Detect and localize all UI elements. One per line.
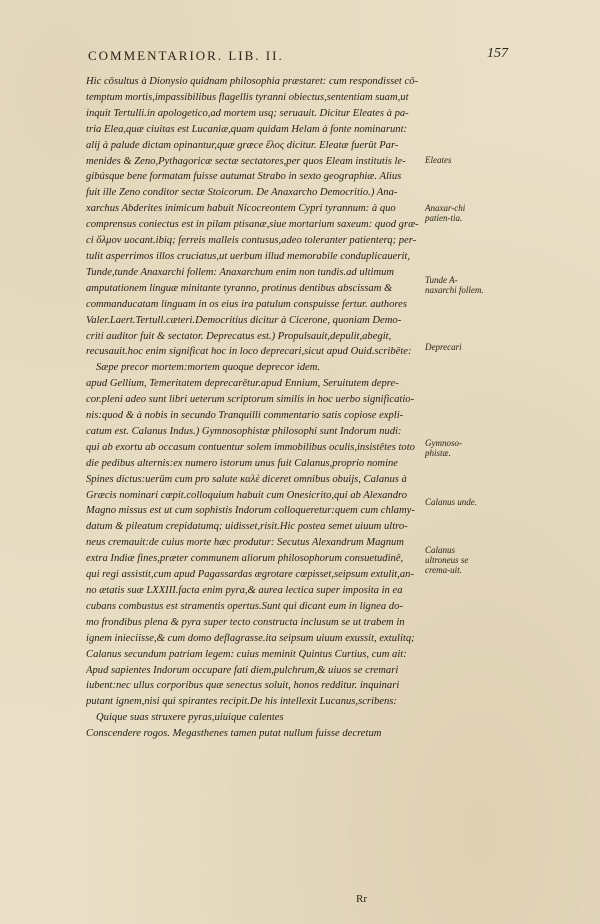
text-line: ignem inieciisse,& cum domo deflagrasse.ita seipsum uiuum exussit, extulitq; [86, 632, 415, 644]
text-line: putant ignem,nisi qui spirantes recipit.De his intellexit Lucanus,scribens: [86, 696, 397, 708]
text-line: Græcis nominari cœpit.colloquium habuit cum Onesicrito,qui ab Alexandro [86, 489, 408, 501]
margin-note-tunde: Tunde A-naxarchi follem. [425, 275, 484, 295]
quoted-verse-line: Sæpe precor mortem:mortem quoque deprecor idem. [96, 362, 320, 374]
text-line: qui regi assistit,cum apud Pagassardas ægrotare cœpisset,seipsum extulit,an- [86, 569, 415, 581]
text-line: xarchus Abderites inimicum habuit Nicocreontem Cypri tyrannum: à quo [86, 203, 396, 215]
text-line: comprensus coniectus est in pilam ptisanæ,siue mortarium saxeum: quod græ- [86, 219, 419, 231]
text-line: nis:quod & à nobis in secundo Tranquilli commentario satis copiose expli- [86, 410, 404, 422]
commentary-text-block [86, 74, 422, 742]
signature-mark: Rr [356, 893, 367, 905]
text-line: die pedibus alternis:ex numero istorum unus fuit Calanus,proprio nomine [86, 457, 399, 469]
text-line: Valer.Laert.Tertull.cæteri.Democritius dicitur à Cicerone, quoniam Demo- [86, 314, 402, 326]
text-line: cubans combustus est stramentis opertus.Sunt qui dicant eum in lignea do- [86, 600, 403, 612]
text-line: neus cremauit:de cuius morte hæc produtur: Secutus Alexandrum Magnum [86, 537, 404, 549]
text-line: Magno missus est ut cum sophistis Indorum colloqueretur:quem cum chlamy- [86, 505, 415, 517]
text-line: qui ab exortu ab occasum contuentur solem immobilibus oculis,insistētes toto [86, 441, 415, 453]
text-line: gibúsque bene formatam fuisse autumat Strabo in sexto geographiæ. Alius [86, 171, 402, 183]
text-line: mo frondibus plena & pyra super tecto constructa inclusum se ut trabem in [86, 616, 405, 628]
text-line: inquit Tertulli.in apologetico,ad mortem usq; seruauit. Dicitur Eleates à pa- [86, 107, 409, 119]
text-line: commanducatam linguam in os eius ira patulum conspuisse fertur. authores [86, 298, 407, 310]
text-line: Hic cōsultus à Dionysio quidnam philosophia præstaret: cum respondisset cō- [86, 76, 419, 87]
text-line: tulit asperrimos illos cruciatus,ut uerbum illud memorabile conduplicauerit, [86, 250, 410, 262]
text-line: extra Indiæ fines,præter communem aliorum philosophorum consuetudinē, [86, 553, 404, 565]
text-line: temptum mortis,impassibilibus flagellis tyranni obiectus,sententiam suam,ut [86, 91, 409, 103]
text-line: fuit ille Zeno conditor sectæ Stoicorum. De Anaxarcho Democritio.) Ana- [86, 187, 398, 199]
running-title: COMMENTARIOR. LIB. II. [88, 48, 284, 63]
quoted-verse-line: Quique suas struxere pyras,uiuique calentes [96, 712, 284, 724]
margin-note-calanus-unde: Calanus unde. [425, 497, 478, 507]
text-line: criti auditor fuit & sectator. Deprecatus est.) Propulsauit,depulit,abegit, [86, 330, 392, 342]
margin-note-deprecari: Deprecari [425, 342, 462, 352]
text-line: apud Gellium, Temeritatem deprecarētur.apud Ennium, Seruitutem depre- [86, 378, 399, 390]
margin-note-anaxarchi-patientia: Anaxar-chi patien-tia. [425, 203, 466, 223]
margin-note-gymnosophistae: Gymnoso-phistæ. [425, 438, 462, 458]
text-line: cor.pleni adeo sunt libri ueterum scriptorum similis in hoc uerbo significatio- [86, 394, 415, 406]
text-line: Apud sapientes Indorum occupare fati diem,pulchrum,& uiuos se cremari [86, 664, 399, 676]
text-line: amputationem linguæ minitante tyranno, protinus dentibus abscissam & [86, 282, 393, 294]
text-line: catum est. Calanus Indus.) Gymnosophistæ philosophi sunt Indorum nudi: [86, 425, 402, 437]
text-line: recusauit.hoc enim significat hoc in loco deprecari,sicut apud Ouid.scribēte: [86, 346, 412, 358]
text-line: Spines dictus:uerūm cum pro salute καλὲ diceret omnibus obuijs, Calanus à [86, 473, 407, 485]
text-line: Calanus secundum patriam legem: cuius meminit Quintus Curtius, cum ait: [86, 648, 407, 660]
text-line: datum & pileatum crepidatumq; uidisset,risit.Hic postea semet uiuum ultro- [86, 521, 408, 533]
text-line: iubent:nec ullus corporibus quæ senectus soluit, honos redditur. inquinari [86, 680, 400, 692]
text-line: ci ὅλμον uocant.ibiq; ferreis malleis contusus,adeo toleranter patienterq; per- [86, 235, 417, 247]
text-line: menides & Zeno,Pythagoricæ sectæ sectatores,per quos Eleam institutis le- [86, 155, 406, 167]
margin-note-eleates: Eleates [425, 155, 452, 165]
text-line: no ætatis suæ LXXIII.facta enim pyra,& aurea lectica super imposita in ea [86, 585, 403, 596]
text-line: Tunde,tunde Anaxarchi follem: Anaxarchum enim non tundis.ad ultimum [86, 266, 395, 278]
margin-note-calanus-ultroneus: Calanus ultroneus se crema-uit. [425, 545, 469, 575]
text-line: alij à palude dictam opinantur,quæ græce ἕλος dicitur. Eleatæ fuerūt Par- [86, 139, 399, 151]
page-number: 157 [487, 46, 508, 61]
text-line: Conscendere rogos. Megasthenes tamen putat nullum fuisse decretum [86, 728, 382, 740]
running-header [88, 48, 508, 64]
text-line: tria Elea,quæ ciuitas est Lucaniæ,quam quidam Helam à fonte nominarunt: [86, 123, 408, 135]
